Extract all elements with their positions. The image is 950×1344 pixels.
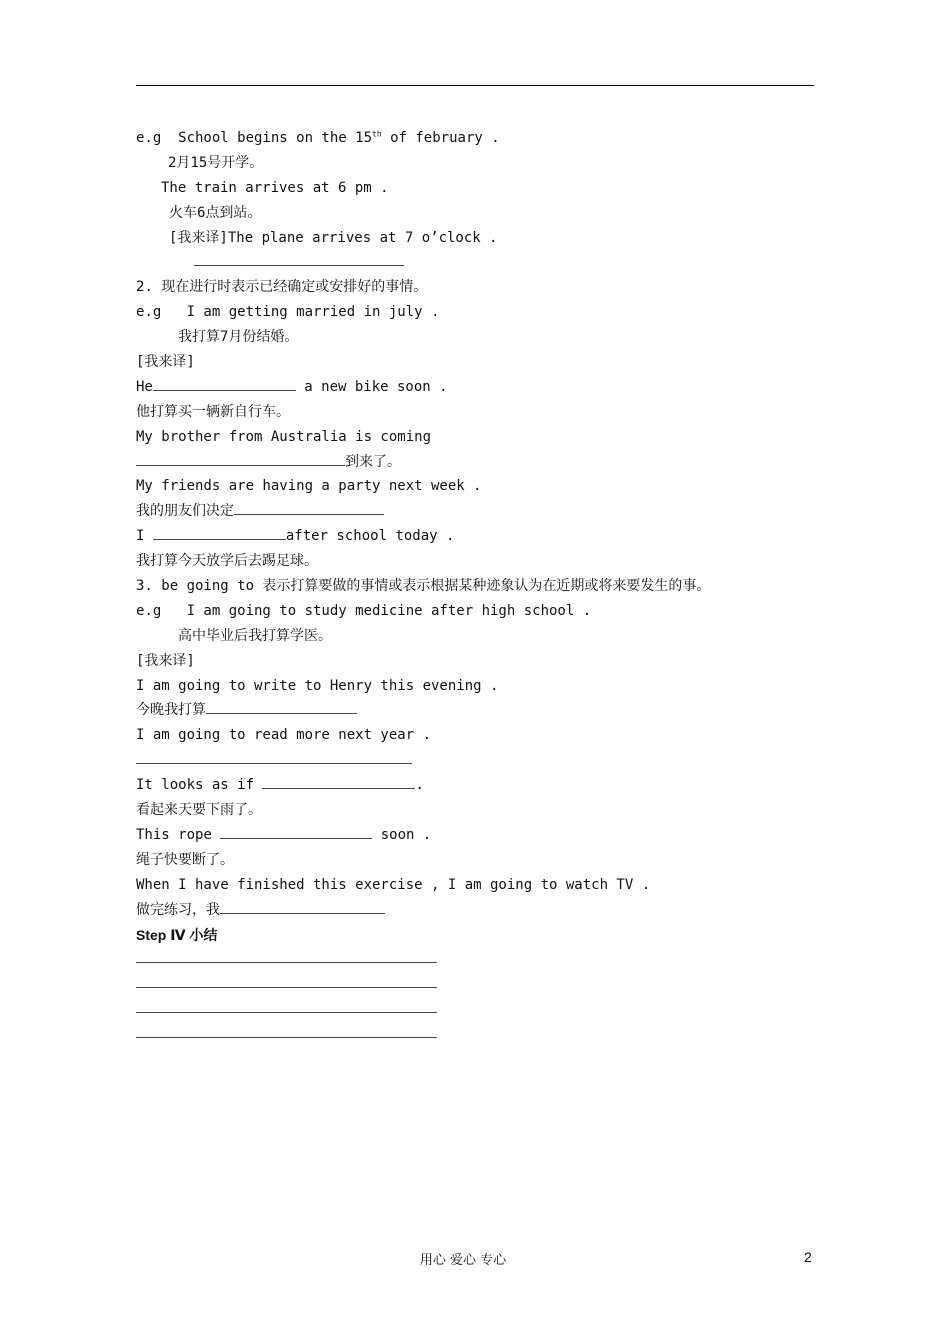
answer-blank[interactable] — [136, 450, 345, 466]
exercise-rain-translation: 看起来天要下雨了。 — [136, 802, 262, 819]
exercise-i-translation: 我打算今天放学后去踢足球。 — [136, 553, 318, 570]
translate-plane: [我来译]The plane arrives at 7 o’clock . — [169, 229, 498, 246]
section-2-title: 2. 现在进行时表示已经确定或安排好的事情。 — [136, 279, 428, 296]
answer-blank[interactable] — [206, 698, 357, 714]
answer-blank[interactable] — [220, 823, 372, 839]
summary-blank-line[interactable] — [136, 1022, 816, 1047]
example-train: The train arrives at 6 pm . — [161, 179, 389, 196]
text: He — [136, 378, 153, 395]
answer-blank[interactable] — [262, 773, 415, 789]
superscript: th — [372, 129, 382, 139]
exercise-he-translation: 他打算买一辆新自行车。 — [136, 403, 290, 420]
text: This rope — [136, 826, 221, 843]
exercise-looks — [136, 773, 816, 798]
translate-label: [我来译] — [136, 652, 195, 669]
text: I — [136, 528, 153, 545]
exercise-friends: My friends are having a party next week . — [136, 478, 482, 495]
answer-blank[interactable] — [153, 375, 296, 391]
exercise-read: I am going to read more next year . — [136, 727, 432, 744]
answer-blank[interactable] — [153, 524, 286, 540]
answer-blank-line[interactable] — [136, 748, 816, 773]
text: . — [415, 777, 424, 794]
page-number: 2 — [804, 1249, 812, 1265]
text: 我的朋友们决定 — [136, 503, 234, 520]
section-2-example-translation: 我打算7月份结婚。 — [178, 329, 299, 346]
step-4-heading: Step Ⅳ 小结 — [136, 926, 218, 943]
example-school-translation: 2月15号开学。 — [168, 154, 264, 171]
text: 到来了。 — [345, 453, 401, 470]
example-train-translation: 火车6点到站。 — [169, 204, 262, 221]
exercise-brother-translation — [136, 450, 816, 475]
exercise-henry: I am going to write to Henry this evening . — [136, 677, 499, 694]
text: e.g School begins on the 15 — [136, 130, 373, 146]
translate-label: [我来译] — [136, 354, 195, 371]
section-3-title: 3. be going to 表示打算要做的事情或表示根据某种迹象认为在近期或将来要发生的事。 — [136, 578, 711, 595]
exercise-henry-translation — [136, 698, 816, 723]
summary-blank-line[interactable] — [136, 972, 816, 997]
exercise-rope-translation: 绳子快要断了。 — [136, 851, 234, 868]
exercise-i — [136, 524, 816, 549]
document-body — [136, 126, 816, 1047]
exercise-rope — [136, 823, 816, 848]
text: 今晚我打算 — [136, 702, 206, 719]
section-3-example: e.g I am going to study medicine after high school . — [136, 602, 592, 619]
exercise-finished: When I have finished this exercise , I am going to watch TV . — [136, 876, 651, 893]
text: after school today . — [285, 528, 455, 545]
summary-blank-line[interactable] — [136, 947, 816, 972]
text: It looks as if — [136, 777, 263, 794]
footer-motto: 用心 爱心 专心 — [419, 1253, 507, 1268]
exercise-brother: My brother from Australia is coming — [136, 428, 432, 445]
summary-blank-line[interactable] — [136, 997, 816, 1022]
answer-blank[interactable] — [220, 898, 385, 914]
text: a new bike soon . — [295, 378, 448, 395]
exercise-finished-translation — [136, 898, 816, 923]
section-3-example-translation: 高中毕业后我打算学医。 — [178, 627, 332, 644]
exercise-friends-translation — [136, 499, 816, 524]
exercise-he — [136, 375, 816, 400]
answer-blank-line[interactable] — [136, 250, 816, 275]
section-2-example: e.g I am getting married in july . — [136, 304, 440, 321]
text: of february . — [381, 130, 500, 146]
answer-blank[interactable] — [234, 499, 384, 515]
example-school — [136, 126, 816, 151]
header-rule — [136, 85, 814, 86]
text: 做完练习，我 — [136, 901, 220, 918]
text: soon . — [372, 826, 432, 843]
